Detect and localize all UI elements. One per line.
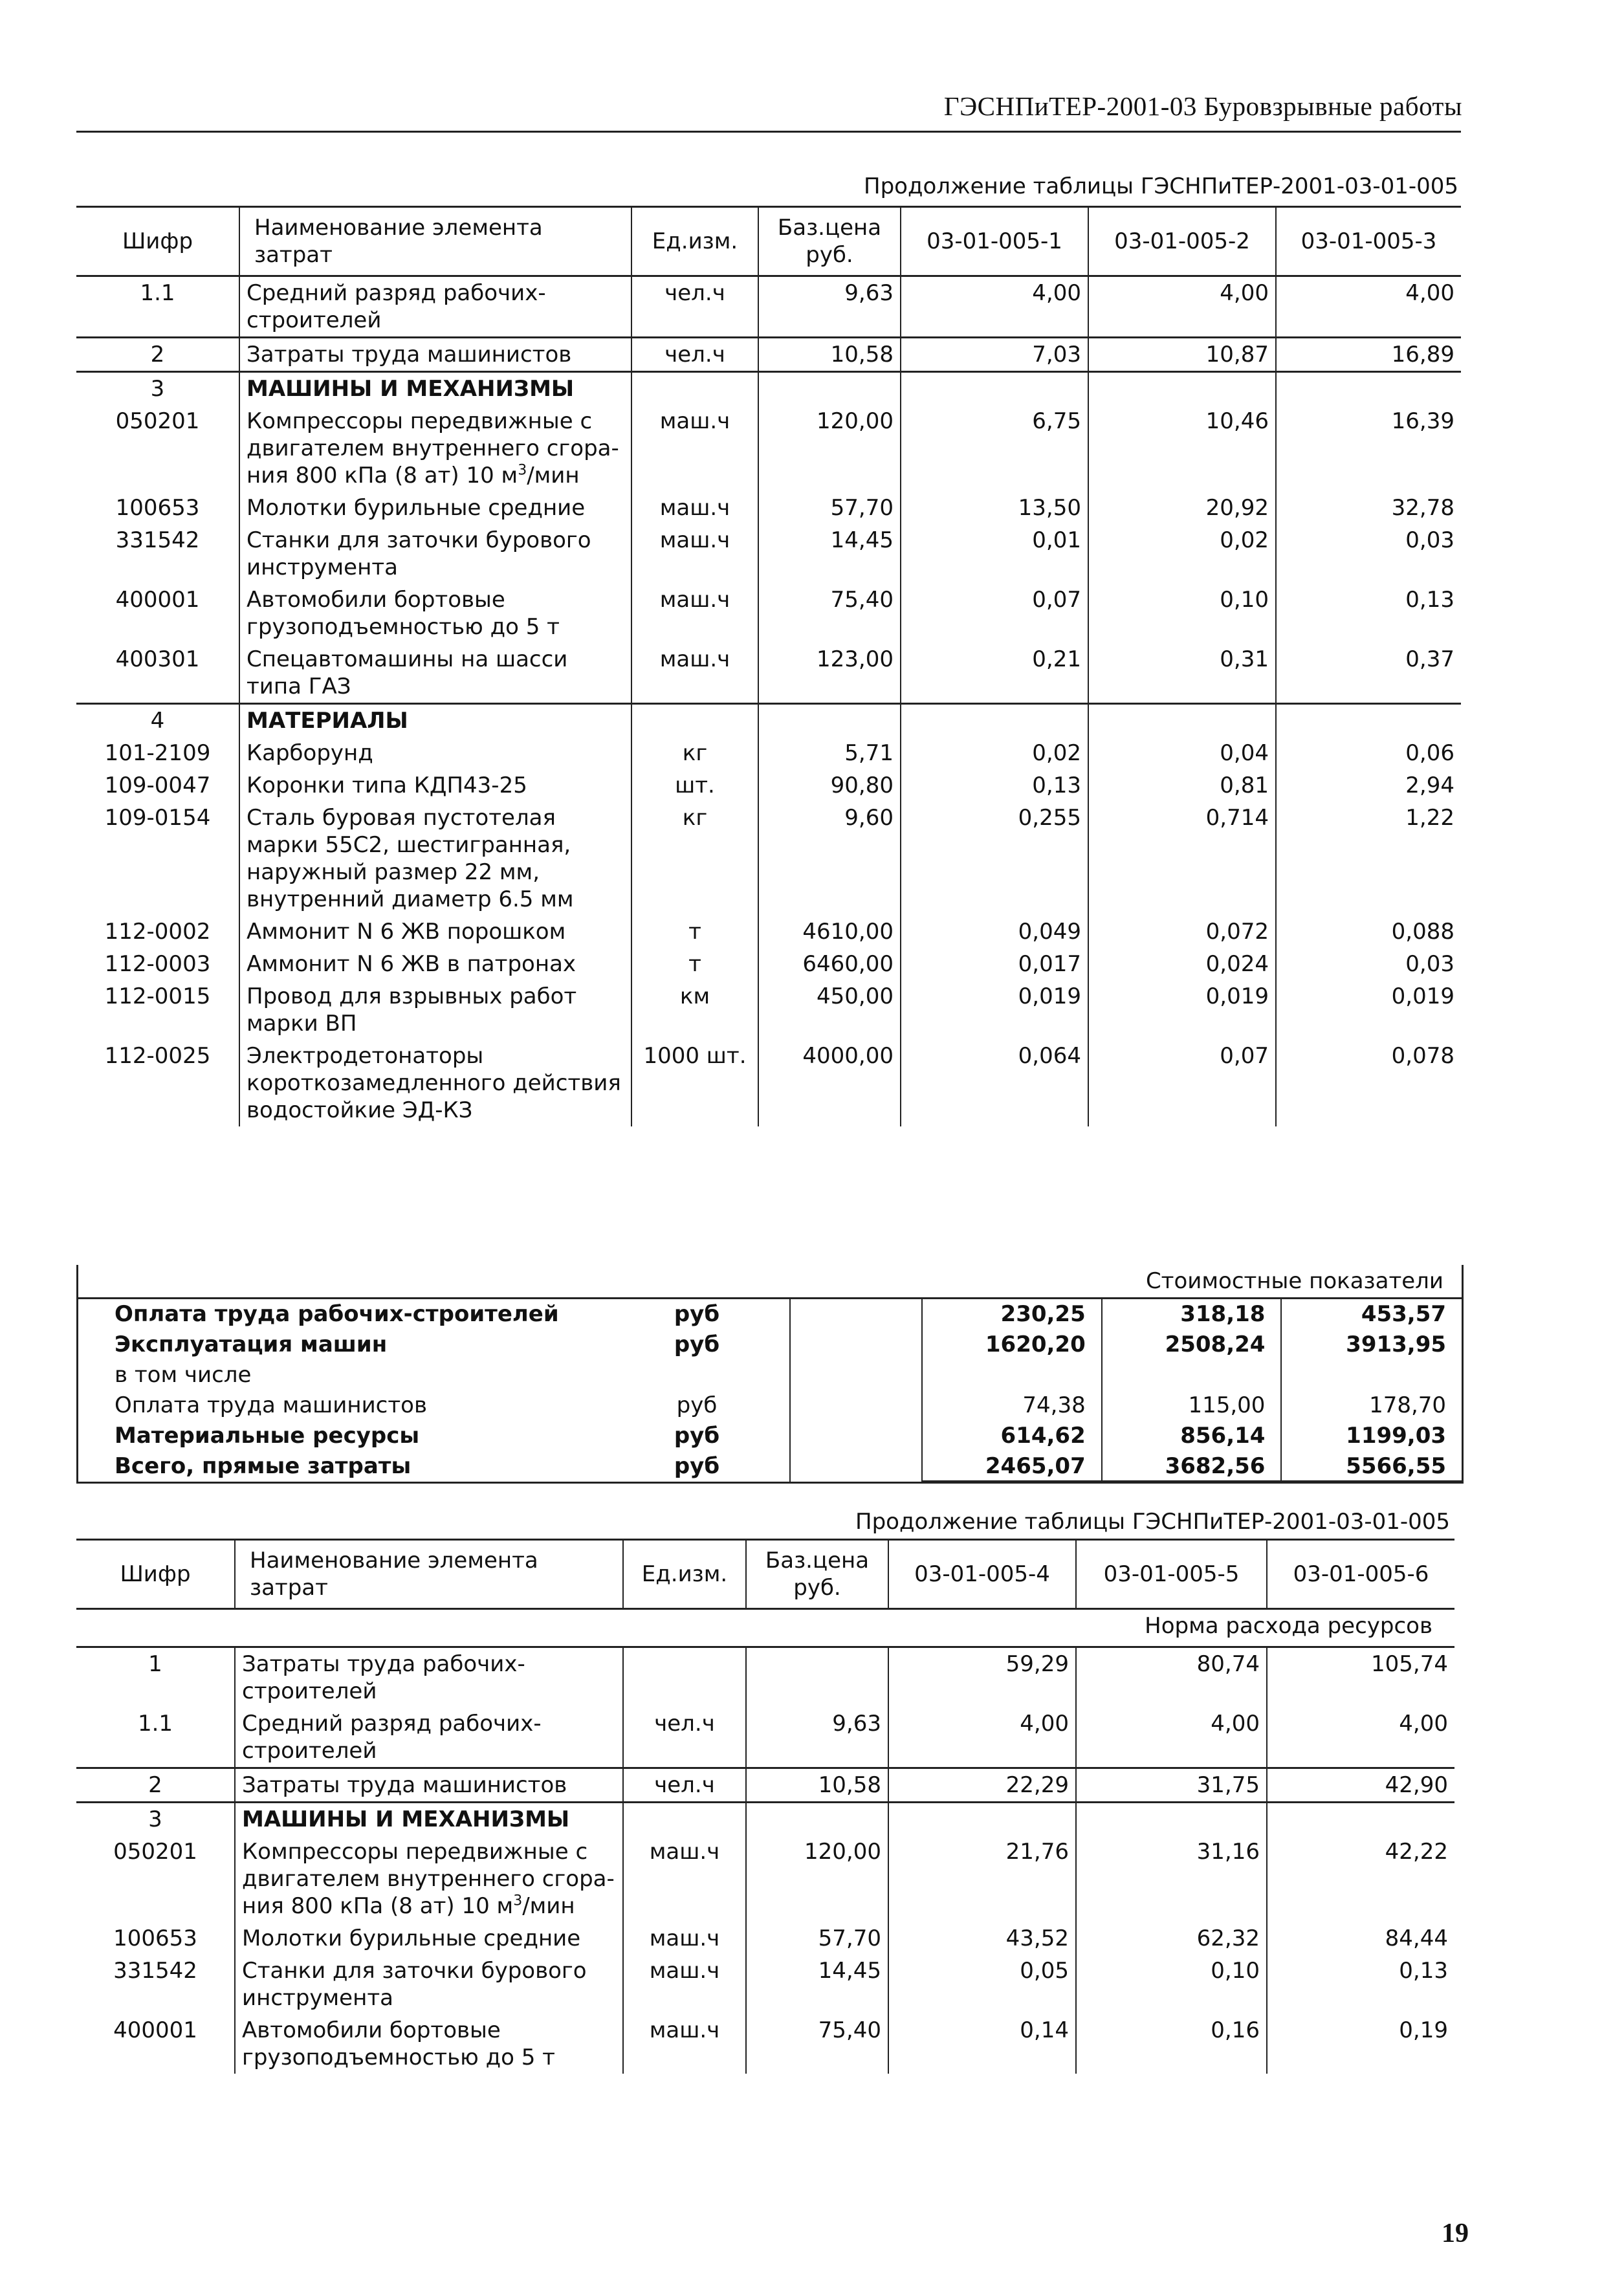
row-unit: т <box>631 948 758 980</box>
row-value-3: 0,06 <box>1276 737 1461 769</box>
row-value-2: 0,10 <box>1076 1955 1267 2014</box>
row-value-3: 0,088 <box>1276 916 1461 948</box>
row-value-3: 0,37 <box>1276 643 1461 704</box>
row-name <box>239 372 631 406</box>
row-name <box>239 948 631 980</box>
row-value-1 <box>901 704 1088 738</box>
row-unit: маш.ч <box>631 405 758 492</box>
cost-value-1: 614,62 <box>923 1421 1103 1451</box>
row-name <box>235 1922 623 1955</box>
table1-body <box>76 276 1461 1127</box>
col-header-code-5: 03-01-005-5 <box>1076 1540 1267 1609</box>
row-unit: км <box>631 980 758 1040</box>
cost-unit: руб <box>676 1392 718 1418</box>
row-name-text: МАШИНЫ И МЕХАНИЗМЫ <box>247 376 575 402</box>
row-value-3: 0,03 <box>1276 524 1461 584</box>
row-code: 400301 <box>115 646 200 672</box>
row-value-2: 0,10 <box>1088 584 1276 643</box>
col-header-code-2: 03-01-005-2 <box>1088 207 1276 276</box>
table-row <box>76 405 1461 492</box>
row-value-1: 0,049 <box>901 916 1088 948</box>
cost-base-empty <box>789 1299 923 1330</box>
row-base-price: 4000,00 <box>758 1040 901 1126</box>
row-code: 3 <box>76 1803 235 1836</box>
row-code: 050201 <box>115 408 200 434</box>
row-value-1: 0,255 <box>901 802 1088 916</box>
row-base-price: 9,63 <box>746 1707 888 1768</box>
table-row <box>76 704 1461 738</box>
cost-base-empty <box>789 1421 923 1451</box>
cost-value-1: 74,38 <box>923 1390 1103 1421</box>
row-value-2: 0,31 <box>1088 643 1276 704</box>
row-name-text: Затраты труда машинистов <box>247 342 572 368</box>
cost-name: Всего, прямые затраты <box>115 1453 411 1479</box>
row-name-text: Затраты труда рабочих-строителей <box>242 1651 525 1704</box>
table-row <box>76 1836 1454 1922</box>
row-value-1: 21,76 <box>888 1836 1076 1922</box>
row-name <box>239 916 631 948</box>
table1 <box>76 206 1461 1126</box>
row-name <box>235 1836 623 1922</box>
row-base-price <box>758 704 901 738</box>
row-code: 400001 <box>115 587 200 613</box>
row-value-1 <box>901 372 1088 406</box>
cost-row <box>78 1360 1462 1390</box>
row-unit: маш.ч <box>631 643 758 704</box>
row-value-1: 7,03 <box>901 338 1088 372</box>
cost-row <box>78 1421 1462 1451</box>
row-name-text: Сталь буровая пустотелая марки 55С2, шестигранная, наружный размер 22 мм, внутренний диаметр 6.5 мм <box>247 805 574 912</box>
row-value-3: 0,13 <box>1267 1955 1454 2014</box>
row-value-1: 22,29 <box>888 1768 1076 1803</box>
cost-value-1: 230,25 <box>923 1299 1103 1330</box>
row-value-3 <box>1276 704 1461 738</box>
row-name-text: Электродетонаторы короткозамедленного действия водостойкие ЭД-КЗ <box>247 1043 621 1123</box>
row-code: 112-0015 <box>104 983 211 1009</box>
cost-row <box>78 1330 1462 1360</box>
row-value-3 <box>1267 1803 1454 1836</box>
cost-base-empty <box>789 1330 923 1360</box>
table-row <box>76 1040 1461 1126</box>
row-code: 100653 <box>115 495 200 521</box>
cost-row <box>78 1390 1462 1421</box>
row-value-2: 20,92 <box>1088 492 1276 524</box>
row-value-1: 13,50 <box>901 492 1088 524</box>
row-value-3: 0,078 <box>1276 1040 1461 1126</box>
row-value-1: 0,07 <box>901 584 1088 643</box>
row-unit: маш.ч <box>623 2014 746 2074</box>
row-name-text: Провод для взрывных работ марки ВП <box>247 983 577 1037</box>
cost-unit: руб <box>674 1423 720 1449</box>
row-value-3: 105,74 <box>1267 1647 1454 1708</box>
row-name-tail: /мин <box>522 1893 575 1919</box>
table-row <box>76 980 1461 1040</box>
row-value-1: 43,52 <box>888 1922 1076 1955</box>
row-name-text: Станки для заточки бурового инструмента <box>242 1958 587 2011</box>
cost-base-empty <box>789 1390 923 1421</box>
row-value-2: 10,46 <box>1088 405 1276 492</box>
row-code: 2 <box>76 338 239 372</box>
table-row <box>76 737 1461 769</box>
row-code: 050201 <box>113 1839 197 1865</box>
table-row <box>76 584 1461 643</box>
col-header-code-3: 03-01-005-3 <box>1276 207 1461 276</box>
table-row <box>76 1647 1454 1708</box>
row-value-3: 0,019 <box>1276 980 1461 1040</box>
row-name <box>239 584 631 643</box>
row-value-2 <box>1076 1803 1267 1836</box>
row-code: 331542 <box>113 1958 197 1984</box>
row-name-text: МАШИНЫ И МЕХАНИЗМЫ <box>242 1806 570 1832</box>
row-code: 3 <box>76 372 239 406</box>
row-value-3: 32,78 <box>1276 492 1461 524</box>
row-name <box>239 737 631 769</box>
row-unit: маш.ч <box>623 1955 746 2014</box>
cost-value-3: 178,70 <box>1369 1392 1447 1418</box>
cost-name: в том числе <box>115 1362 252 1388</box>
row-value-1: 0,21 <box>901 643 1088 704</box>
row-name-text: Аммонит N 6 ЖВ порошком <box>247 919 566 945</box>
row-name-text: Автомобили бортовые грузоподъемностью до 5 т <box>247 587 560 640</box>
table-row <box>76 524 1461 584</box>
row-value-1: 4,00 <box>888 1707 1076 1768</box>
cost-value-2: 115,00 <box>1103 1390 1282 1421</box>
row-name <box>239 643 631 704</box>
row-unit <box>623 1803 746 1836</box>
row-base-price: 9,60 <box>758 802 901 916</box>
row-unit: маш.ч <box>631 492 758 524</box>
row-name-text: Автомобили бортовые грузоподъемностью до 5 т <box>242 2017 555 2070</box>
row-unit: кг <box>631 737 758 769</box>
col-header-name: Наименование элемента затрат <box>239 207 631 276</box>
col-header-code-6: 03-01-005-6 <box>1267 1540 1454 1609</box>
row-unit: т <box>631 916 758 948</box>
row-value-2: 0,024 <box>1088 948 1276 980</box>
row-name <box>235 2014 623 2074</box>
row-value-1: 0,02 <box>901 737 1088 769</box>
row-name <box>235 1647 623 1708</box>
header-divider <box>76 131 1461 133</box>
row-name-superscript: 3 <box>513 1893 523 1909</box>
row-unit: 1000 шт. <box>631 1040 758 1126</box>
row-value-3: 16,39 <box>1276 405 1461 492</box>
row-value-1: 0,019 <box>901 980 1088 1040</box>
table-row <box>76 802 1461 916</box>
row-value-1: 0,01 <box>901 524 1088 584</box>
row-name <box>239 1040 631 1126</box>
cost-value-2: 2508,24 <box>1103 1330 1282 1360</box>
row-value-1: 0,14 <box>888 2014 1076 2074</box>
row-code: 400001 <box>113 2017 197 2043</box>
row-value-1: 4,00 <box>901 276 1088 338</box>
cost-unit: руб <box>674 1453 720 1479</box>
row-unit: чел.ч <box>631 338 758 372</box>
row-base-price: 5,71 <box>758 737 901 769</box>
row-base-price: 6460,00 <box>758 948 901 980</box>
row-name-superscript: 3 <box>518 462 527 479</box>
col-header-name: Наименование элемента затрат <box>235 1540 623 1609</box>
row-unit: маш.ч <box>631 584 758 643</box>
col-header-unit: Ед.изм. <box>631 207 758 276</box>
row-value-1: 59,29 <box>888 1647 1076 1708</box>
row-code: 112-0002 <box>104 919 211 945</box>
row-value-1 <box>888 1803 1076 1836</box>
row-name-text: Коронки типа КДП43-25 <box>247 773 527 798</box>
row-code: 101-2109 <box>104 740 211 766</box>
row-unit <box>623 1647 746 1708</box>
row-value-3 <box>1276 372 1461 406</box>
row-value-3: 16,89 <box>1276 338 1461 372</box>
cost-value-3 <box>1282 1360 1462 1390</box>
col-header-code: Шифр <box>76 207 239 276</box>
cost-name: Эксплуатация машин <box>115 1332 388 1357</box>
row-value-2: 0,16 <box>1076 2014 1267 2074</box>
cost-value-3: 3913,95 <box>1346 1332 1447 1357</box>
row-value-2: 31,16 <box>1076 1836 1267 1922</box>
row-code: 331542 <box>115 527 200 553</box>
row-code: 100653 <box>113 1925 197 1951</box>
cost-name: Материальные ресурсы <box>115 1423 420 1449</box>
row-value-2: 0,04 <box>1088 737 1276 769</box>
row-name-text: Средний разряд рабочих-строителей <box>242 1711 542 1764</box>
cost-name: Оплата труда рабочих-строителей <box>115 1301 559 1327</box>
row-value-2: 0,714 <box>1088 802 1276 916</box>
row-base-price: 14,45 <box>746 1955 888 2014</box>
table2 <box>76 1539 1454 2074</box>
row-unit: чел.ч <box>623 1707 746 1768</box>
row-code: 1.1 <box>140 280 175 306</box>
row-value-3: 0,19 <box>1267 2014 1454 2074</box>
row-name <box>235 1768 623 1803</box>
row-base-price: 57,70 <box>758 492 901 524</box>
table1-header-row <box>76 207 1461 276</box>
row-base-price: 120,00 <box>758 405 901 492</box>
row-unit: маш.ч <box>631 524 758 584</box>
table-row <box>76 643 1461 704</box>
row-value-3: 4,00 <box>1267 1707 1454 1768</box>
row-value-2: 0,07 <box>1088 1040 1276 1126</box>
cost-row <box>78 1299 1462 1330</box>
row-name-text: Станки для заточки бурового инструмента <box>247 527 591 580</box>
row-base-price: 75,40 <box>758 584 901 643</box>
row-value-3: 0,03 <box>1276 948 1461 980</box>
cost-base-empty <box>789 1360 923 1390</box>
row-code: 4 <box>76 704 239 738</box>
row-value-1: 0,05 <box>888 1955 1076 2014</box>
row-value-2: 62,32 <box>1076 1922 1267 1955</box>
cost-value-1: 2465,07 <box>923 1451 1103 1482</box>
row-unit <box>631 372 758 406</box>
row-code: 2 <box>76 1768 235 1803</box>
cost-name: Оплата труда машинистов <box>115 1392 428 1418</box>
row-value-1: 0,017 <box>901 948 1088 980</box>
row-name <box>235 1955 623 2014</box>
row-base-price: 14,45 <box>758 524 901 584</box>
table-row <box>76 1707 1454 1768</box>
cost-indicators <box>76 1265 1464 1484</box>
row-base-price: 75,40 <box>746 2014 888 2074</box>
row-value-2: 0,81 <box>1088 769 1276 802</box>
row-base-price: 123,00 <box>758 643 901 704</box>
row-base-price <box>758 372 901 406</box>
row-value-2 <box>1088 372 1276 406</box>
row-name <box>239 524 631 584</box>
row-name-text: Средний разряд рабочих-строителей <box>247 280 546 333</box>
norm-title-row <box>76 1609 1454 1647</box>
row-base-price: 90,80 <box>758 769 901 802</box>
row-name <box>239 769 631 802</box>
table-row <box>76 1803 1454 1836</box>
cost-indicators-title: Стоимостные показатели <box>78 1265 1462 1299</box>
col-header-unit: Ед.изм. <box>623 1540 746 1609</box>
row-name <box>239 338 631 372</box>
row-name <box>239 704 631 738</box>
cost-value-2 <box>1103 1360 1282 1390</box>
row-value-2: 31,75 <box>1076 1768 1267 1803</box>
table-row <box>76 338 1461 372</box>
row-base-price <box>746 1803 888 1836</box>
cost-value-1: 1620,20 <box>923 1330 1103 1360</box>
col-header-base-price: Баз.цена руб. <box>758 207 901 276</box>
row-value-3: 42,22 <box>1267 1836 1454 1922</box>
row-code: 112-0003 <box>104 951 211 977</box>
table-row <box>76 2014 1454 2074</box>
row-unit: чел.ч <box>631 276 758 338</box>
row-value-2: 4,00 <box>1088 276 1276 338</box>
table-row <box>76 492 1461 524</box>
cost-row <box>78 1451 1462 1482</box>
row-base-price: 450,00 <box>758 980 901 1040</box>
row-unit <box>631 704 758 738</box>
row-value-2: 4,00 <box>1076 1707 1267 1768</box>
cost-value-3: 1199,03 <box>1346 1423 1447 1449</box>
norm-title: Норма расхода ресурсов <box>76 1609 1454 1647</box>
cost-value-2: 856,14 <box>1103 1421 1282 1451</box>
table2-caption: Продолжение таблицы ГЭСНПиТЕР-2001-03-01-005 <box>855 1509 1451 1535</box>
row-name <box>239 980 631 1040</box>
row-base-price: 57,70 <box>746 1922 888 1955</box>
row-unit: кг <box>631 802 758 916</box>
table-row <box>76 948 1461 980</box>
row-value-3: 2,94 <box>1276 769 1461 802</box>
row-name-text: Молотки бурильные средние <box>242 1925 581 1951</box>
row-name <box>239 405 631 492</box>
table-row <box>76 1955 1454 2014</box>
row-base-price <box>746 1647 888 1708</box>
table-row <box>76 916 1461 948</box>
row-value-2: 0,02 <box>1088 524 1276 584</box>
row-name <box>239 802 631 916</box>
col-header-code-4: 03-01-005-4 <box>888 1540 1076 1609</box>
row-code: 112-0025 <box>104 1043 211 1069</box>
row-name-tail: /мин <box>527 463 580 488</box>
row-value-2: 10,87 <box>1088 338 1276 372</box>
cost-base-empty <box>789 1451 923 1482</box>
row-code: 1 <box>148 1651 162 1677</box>
row-value-1: 6,75 <box>901 405 1088 492</box>
row-value-2: 0,072 <box>1088 916 1276 948</box>
row-value-3: 42,90 <box>1267 1768 1454 1803</box>
row-code: 1.1 <box>137 1711 173 1737</box>
page-header-title: ГЭСНПиТЕР-2001-03 Буровзрывные работы <box>943 91 1462 121</box>
row-name <box>239 276 631 338</box>
page-number: 19 <box>1442 2219 1469 2248</box>
row-name-text: Компрессоры передвижные с двигателем внутреннего сгора-ния 800 кПа (8 ат) 10 м <box>242 1839 615 1919</box>
row-unit: чел.ч <box>623 1768 746 1803</box>
row-value-1: 0,13 <box>901 769 1088 802</box>
cost-unit: руб <box>674 1332 720 1357</box>
table-row <box>76 1922 1454 1955</box>
row-value-3: 84,44 <box>1267 1922 1454 1955</box>
cost-unit: руб <box>674 1301 720 1327</box>
row-value-3: 4,00 <box>1276 276 1461 338</box>
table1-caption: Продолжение таблицы ГЭСНПиТЕР-2001-03-01-005 <box>864 173 1459 199</box>
row-unit: маш.ч <box>623 1922 746 1955</box>
cost-value-3: 453,57 <box>1361 1301 1447 1327</box>
row-code: 109-0154 <box>104 805 211 831</box>
row-value-2: 0,019 <box>1088 980 1276 1040</box>
row-name <box>235 1707 623 1768</box>
row-name-text: Молотки бурильные средние <box>247 495 586 521</box>
cost-value-2: 318,18 <box>1103 1299 1282 1330</box>
row-value-1: 0,064 <box>901 1040 1088 1126</box>
row-name <box>239 492 631 524</box>
row-base-price: 4610,00 <box>758 916 901 948</box>
cost-value-2: 3682,56 <box>1103 1451 1282 1482</box>
table-row <box>76 1768 1454 1803</box>
row-base-price: 9,63 <box>758 276 901 338</box>
cost-value-3: 5566,55 <box>1282 1451 1462 1482</box>
table2-body <box>76 1609 1454 2074</box>
row-name <box>235 1803 623 1836</box>
cost-value-1 <box>923 1360 1103 1390</box>
row-name-text: Аммонит N 6 ЖВ в патронах <box>247 951 576 977</box>
row-unit: шт. <box>631 769 758 802</box>
col-header-base-price: Баз.цена руб. <box>746 1540 888 1609</box>
table-row <box>76 372 1461 406</box>
row-name-text: Затраты труда машинистов <box>242 1772 567 1798</box>
row-value-2: 80,74 <box>1076 1647 1267 1708</box>
row-code: 109-0047 <box>104 773 211 798</box>
row-name-text: Спецавтомашины на шасси типа ГАЗ <box>247 646 568 699</box>
row-base-price: 10,58 <box>758 338 901 372</box>
row-unit: маш.ч <box>623 1836 746 1922</box>
table2-header-row <box>76 1540 1454 1609</box>
row-value-2 <box>1088 704 1276 738</box>
col-header-code: Шифр <box>76 1540 235 1609</box>
row-base-price: 120,00 <box>746 1836 888 1922</box>
cost-unit <box>604 1360 789 1390</box>
row-base-price: 10,58 <box>746 1768 888 1803</box>
row-value-3: 1,22 <box>1276 802 1461 916</box>
table-row <box>76 769 1461 802</box>
row-name-text: Компрессоры передвижные с двигателем внутреннего сгора-ния 800 кПа (8 ат) 10 м <box>247 408 619 488</box>
row-name-text: Карборунд <box>247 740 373 766</box>
row-name-text: МАТЕРИАЛЫ <box>247 708 408 734</box>
table-row <box>76 276 1461 338</box>
col-header-code-1: 03-01-005-1 <box>901 207 1088 276</box>
row-value-3: 0,13 <box>1276 584 1461 643</box>
